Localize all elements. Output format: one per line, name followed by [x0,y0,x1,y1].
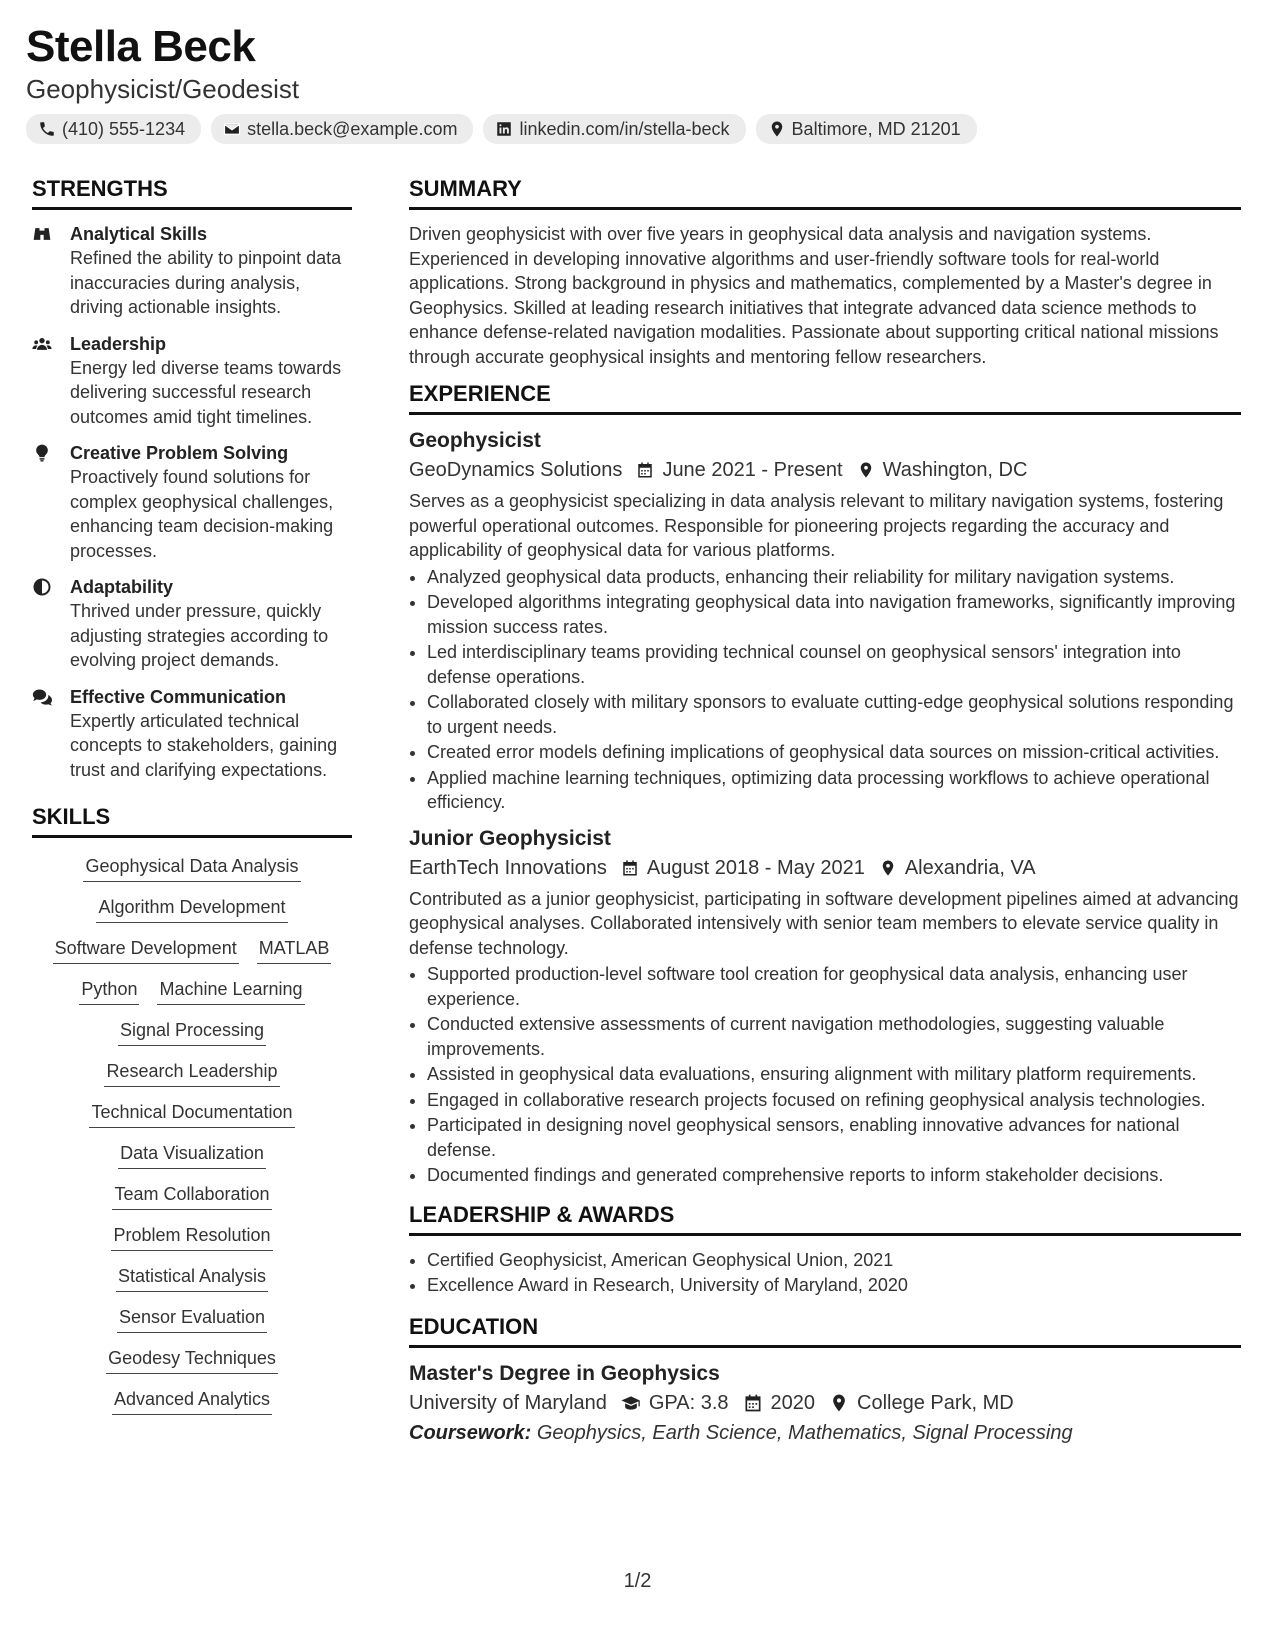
experience-heading: EXPERIENCE [409,381,1241,415]
job-dates: August 2018 - May 2021 [646,856,865,879]
location-pin-icon [879,859,897,877]
linkedin-text: linkedin.com/in/stella-beck [519,118,730,139]
strength-title: Adaptability [70,577,174,597]
candidate-name: Stella Beck [26,22,256,71]
skill-tag: Problem Resolution [111,1223,272,1251]
skill-tag: Geodesy Techniques [106,1346,278,1374]
job-company: EarthTech Innovations [409,856,607,879]
job-title: Geophysicist [409,429,541,452]
graduation-year: 2020 [770,1391,816,1414]
phone-text: (410) 555-1234 [62,118,186,139]
coursework [409,1418,1241,1448]
job-entry [409,825,1241,1188]
bullet-item: • Documented findings and generated comprehensive reports to inform stakeholder decisions. [427,1163,1241,1188]
job-entry [409,427,1241,815]
awards-list [409,1248,1241,1298]
contact-phone[interactable] [26,114,201,144]
strength-desc: Proactively found solutions for complex geophysical challenges, enhancing team decision-making processes. [70,467,334,561]
job-description: Serves as a geophysicist specializing in data analysis relevant to military navigation systems, fostering powerful operational outcomes. Responsible for pioneering projects regarding the accuracy and applicability of geophysical data for various platforms. [409,491,1224,560]
bullet-item: • Assisted in geophysical data evaluations, ensuring alignment with military platform requirements. [427,1062,1241,1087]
skill-tag: Algorithm Development [96,895,287,923]
job-location: Alexandria, VA [904,856,1036,879]
bullet-item: • Engaged in collaborative research projects focused on refining geophysical analysis technologies. [427,1088,1241,1113]
strength-item [32,332,352,430]
location-pin-icon [857,461,875,479]
bullet-item: • Collaborated closely with military sponsors to evaluate cutting-edge geophysical solutions responding to urgent needs. [427,690,1241,739]
job-bullets [409,962,1241,1188]
users-icon [32,334,52,354]
job-meta [409,853,1241,883]
summary-text: Driven geophysicist with over five years in geophysical data analysis and navigation systems. Experienced in developing innovative algorithms and user-friendly software tools for real-world applications. Strong background in physics and mathematics, complemented by a Master's degree in Geophysics. Skilled at leading research initiatives that integrate advanced data science methods to enhance defense-related navigation modalities. Passionate about supporting critical national missions through accurate geophysical insights and mentoring fellow researchers. [409,224,1219,367]
strength-item [32,685,352,783]
job-bullets [409,565,1241,815]
lightbulb-icon [32,443,52,463]
bullet-item: • Led interdisciplinary teams providing technical counsel on geophysical sensors' integration into defense operations. [427,640,1241,689]
skill-tag: Geophysical Data Analysis [83,854,300,882]
job-meta [409,455,1241,485]
graduation-cap-icon [621,1393,641,1413]
award-item: • Excellence Award in Research, University of Maryland, 2020 [427,1273,1241,1298]
contact-bar [26,114,977,144]
candidate-title: Geophysicist/Geodesist [26,74,300,104]
award-item: • Certified Geophysicist, American Geophysical Union, 2021 [427,1248,1241,1273]
skill-tag: Advanced Analytics [112,1387,272,1415]
skill-tag: Sensor Evaluation [117,1305,267,1333]
strength-title: Effective Communication [70,686,287,707]
job-dates: June 2021 - Present [662,459,843,481]
skill-tag: Technical Documentation [89,1100,294,1128]
bullet-item: • Created error models defining implications of geophysical data sources on mission-critical activities. [427,740,1241,765]
page-number: 1/2 [623,1570,652,1592]
contact-linkedin[interactable] [483,114,745,144]
job-title: Junior Geophysicist [409,826,611,850]
skills-heading: SKILLS [32,804,352,838]
skill-tag: Data Visualization [118,1141,266,1169]
contact-location [756,114,977,144]
school-name: University of Maryland [409,1391,607,1414]
phone-icon [38,120,56,138]
skill-tag: Machine Learning [157,977,304,1005]
linkedin-icon [495,120,513,138]
strengths-heading: STRENGTHS [32,176,352,210]
strength-item [32,441,352,563]
strength-item [32,575,352,673]
coursework-label: Coursework: [409,1421,532,1444]
education-heading: EDUCATION [409,1314,1241,1348]
calendar-icon [743,1393,763,1413]
skills-list [32,850,352,1415]
strength-title: Leadership [70,333,167,354]
bullet-item: • Analyzed geophysical data products, enhancing their reliability for military navigation systems. [427,565,1241,590]
skill-tag: MATLAB [257,936,332,964]
gpa: GPA: 3.8 [648,1391,729,1414]
strength-desc: Refined the ability to pinpoint data inaccuracies during analysis, driving actionable insights. [70,248,342,317]
bullet-item: • Applied machine learning techniques, optimizing data processing workflows to achieve operational efficiency. [427,766,1241,815]
skill-tag: Team Collaboration [112,1182,271,1210]
skill-tag: Python [79,977,139,1005]
left-column [32,176,352,1415]
strength-item [32,222,352,320]
summary-heading: SUMMARY [409,176,1241,210]
right-column [409,176,1241,1448]
skill-tag: Statistical Analysis [116,1264,268,1292]
skill-tag: Software Development [53,936,239,964]
bullet-item: • Supported production-level software tool creation for geophysical data analysis, enhancing user experience. [427,962,1241,1011]
awards-heading: LEADERSHIP & AWARDS [409,1202,1241,1236]
contact-email[interactable] [211,114,473,144]
school-location: College Park, MD [857,1391,1014,1414]
email-text: stella.beck@example.com [247,118,458,139]
location-pin-icon [768,120,786,138]
strength-desc: Thrived under pressure, quickly adjusting strategies according to evolving project demands. [70,601,329,670]
location-text: Baltimore, MD 21201 [791,118,961,139]
degree-title: Master's Degree in Geophysics [409,1361,720,1385]
chat-bubbles-icon [32,687,52,707]
envelope-icon [223,120,241,138]
calendar-icon [636,461,654,479]
bullet-item: • Conducted extensive assessments of current navigation methodologies, suggesting valuable improvements. [427,1012,1241,1061]
job-description: Contributed as a junior geophysicist, participating in software development pipelines aimed at advancing geophysical analyses. Collaborated intensively with senior team members to elevate service quality in defense technology. [409,888,1239,958]
strength-title: Creative Problem Solving [70,443,289,463]
strength-desc: Energy led diverse teams towards delivering successful research outcomes amid tight timelines. [70,357,342,427]
coursework-list: Geophysics, Earth Science, Mathematics, Signal Processing [536,1421,1073,1444]
calendar-icon [621,859,639,877]
skill-tag: Research Leadership [104,1059,279,1087]
job-company: GeoDynamics Solutions [409,459,623,481]
half-circle-icon [32,577,52,597]
job-location: Washington, DC [882,459,1028,481]
strength-desc: Expertly articulated technical concepts to stakeholders, gaining trust and clarifying expectations. [70,710,338,780]
location-pin-icon [829,1393,849,1413]
strength-title: Analytical Skills [70,224,208,244]
bullet-item: • Participated in designing novel geophysical sensors, enabling innovative advances for national defense. [427,1113,1241,1162]
skill-tag: Signal Processing [118,1018,266,1046]
education-meta [409,1388,1241,1418]
bullet-item: • Developed algorithms integrating geophysical data into navigation frameworks, significantly improving mission success rates. [427,590,1241,639]
binoculars-icon [32,224,52,244]
